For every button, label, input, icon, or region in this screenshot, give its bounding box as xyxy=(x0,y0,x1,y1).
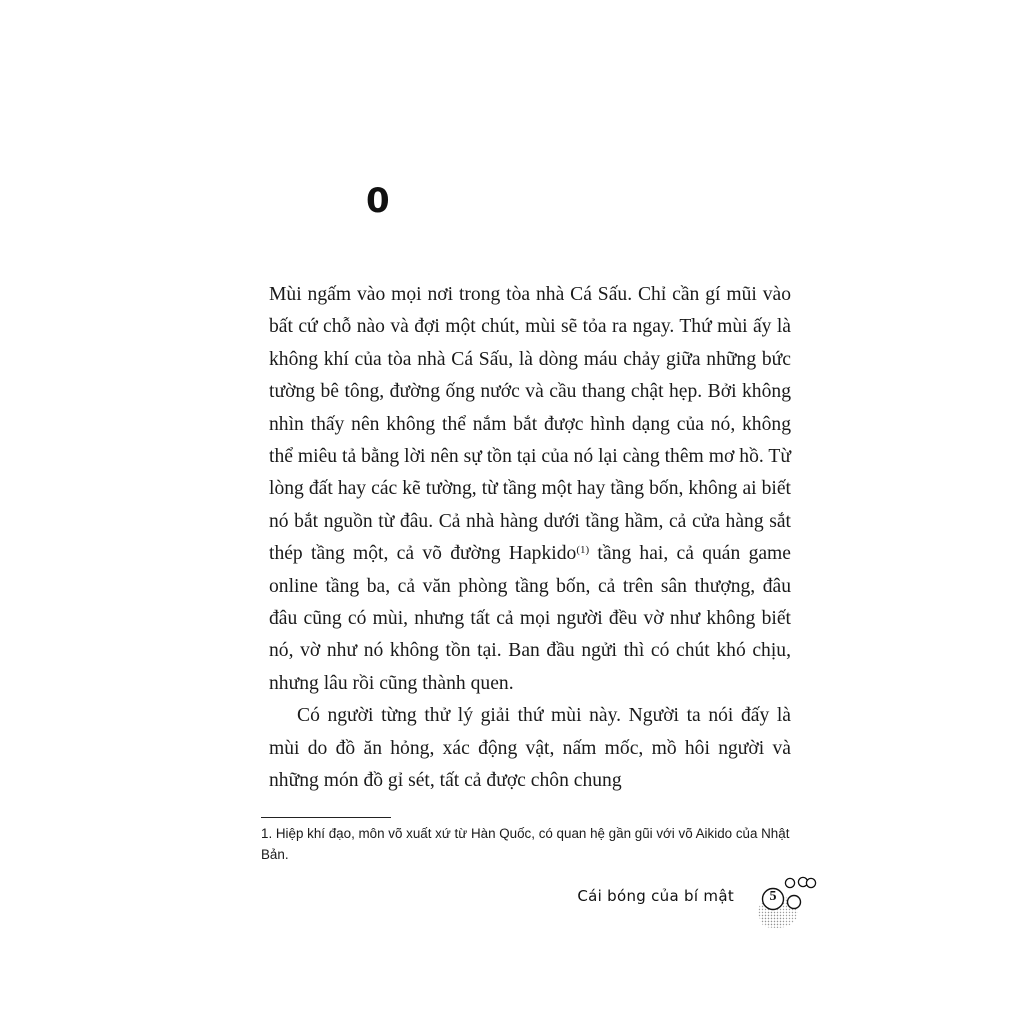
page-number: 5 xyxy=(769,889,777,904)
page-number-badge-icon xyxy=(752,872,832,942)
chapter-number: 0 xyxy=(366,181,390,221)
body-text xyxy=(269,279,791,798)
paragraph-2: Có người từng thử lý giải thứ mùi này. Người ta nói đấy là mùi do đồ ăn hỏng, xác động vật, nấm mốc, mồ hôi người và những món đồ gỉ sét, tất cả được chôn chung xyxy=(269,705,791,792)
paragraph-1-text-continued: tầng hai, cả quán game online tầng ba, cả văn phòng tầng bốn, cả trên sân thượng, đâu đâu cũng có mùi, nhưng tất cả mọi người đều vờ như không biết nó, vờ như nó không tồn tại. Ban đầu ngửi thì có chút khó chịu, nhưng lâu rồi cũng thành quen. xyxy=(269,543,791,694)
footnote-divider xyxy=(261,817,391,818)
footnote-reference[interactable]: (1) xyxy=(576,544,590,557)
paragraph-1 xyxy=(269,279,791,700)
running-title: Cái bóng của bí mật xyxy=(577,887,734,905)
footnote: 1. Hiệp khí đạo, môn võ xuất xứ từ Hàn Quốc, có quan hệ gần gũi với võ Aikido của Nhật Bản. xyxy=(261,826,790,862)
paragraph-1-text: Mùi ngấm vào mọi nơi trong tòa nhà Cá Sấu. Chỉ cần gí mũi vào bất cứ chỗ nào và đợi một chút, mùi sẽ tỏa ra ngay. Thứ mùi ấy là không khí của tòa nhà Cá Sấu, là dòng máu chảy giữa những bức tường bê tông, đường ống nước và cầu thang chật hẹp. Bởi không nhìn thấy nên không thể nắm bắt được hình dạng của nó, không thể miêu tả bằng lời nên sự tồn tại của nó lại càng thêm mơ hồ. Từ lòng đất hay các kẽ tường, từ tầng một hay tầng bốn, không ai biết nó bắt nguồn từ đâu. Cả nhà hàng dưới tầng hầm, cả cửa hàng sắt thép tầng một, cả võ đường Hapkido xyxy=(269,284,791,565)
